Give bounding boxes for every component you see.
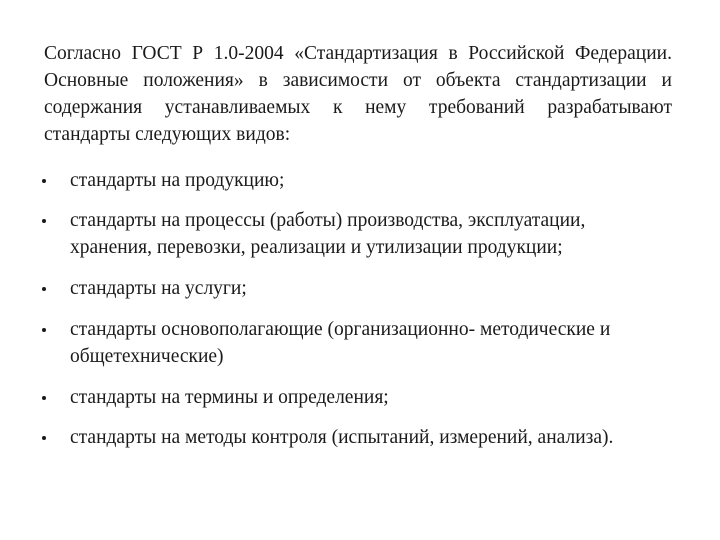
list-item-text: стандарты основополагающие (организационно- методические и общетехнические) [70,319,611,367]
list-item [44,316,672,370]
list-item [44,384,672,411]
list-item-text: стандарты на термины и определения; [70,387,389,408]
list-item [44,167,672,194]
list-item [44,275,672,302]
standards-list [44,167,672,451]
list-item-text: стандарты на услуги; [70,278,247,299]
list-item-text: стандарты на методы контроля (испытаний, измерений, анализа). [70,427,614,448]
intro-paragraph: Согласно ГОСТ Р 1.0-2004 «Стандартизация в Российской Федерации. Основные положения» в зависимости от объекта стандартизации и содержания устанавливаемых к нему требований разрабатывают стандарты следующих видов: [44,43,672,145]
bullet-icon [42,219,46,223]
bullet-icon [42,396,46,400]
document-page [44,40,672,451]
bullet-icon [42,436,46,440]
list-item-text: стандарты на продукцию; [70,170,285,191]
bullet-icon [42,328,46,332]
list-item [44,424,672,451]
list-item-text: стандарты на процессы (работы) производства, эксплуатации, хранения, перевозки, реализации и утилизации продукции; [70,210,586,258]
bullet-icon [42,287,46,291]
bullet-icon [42,179,46,183]
list-item [44,207,672,261]
